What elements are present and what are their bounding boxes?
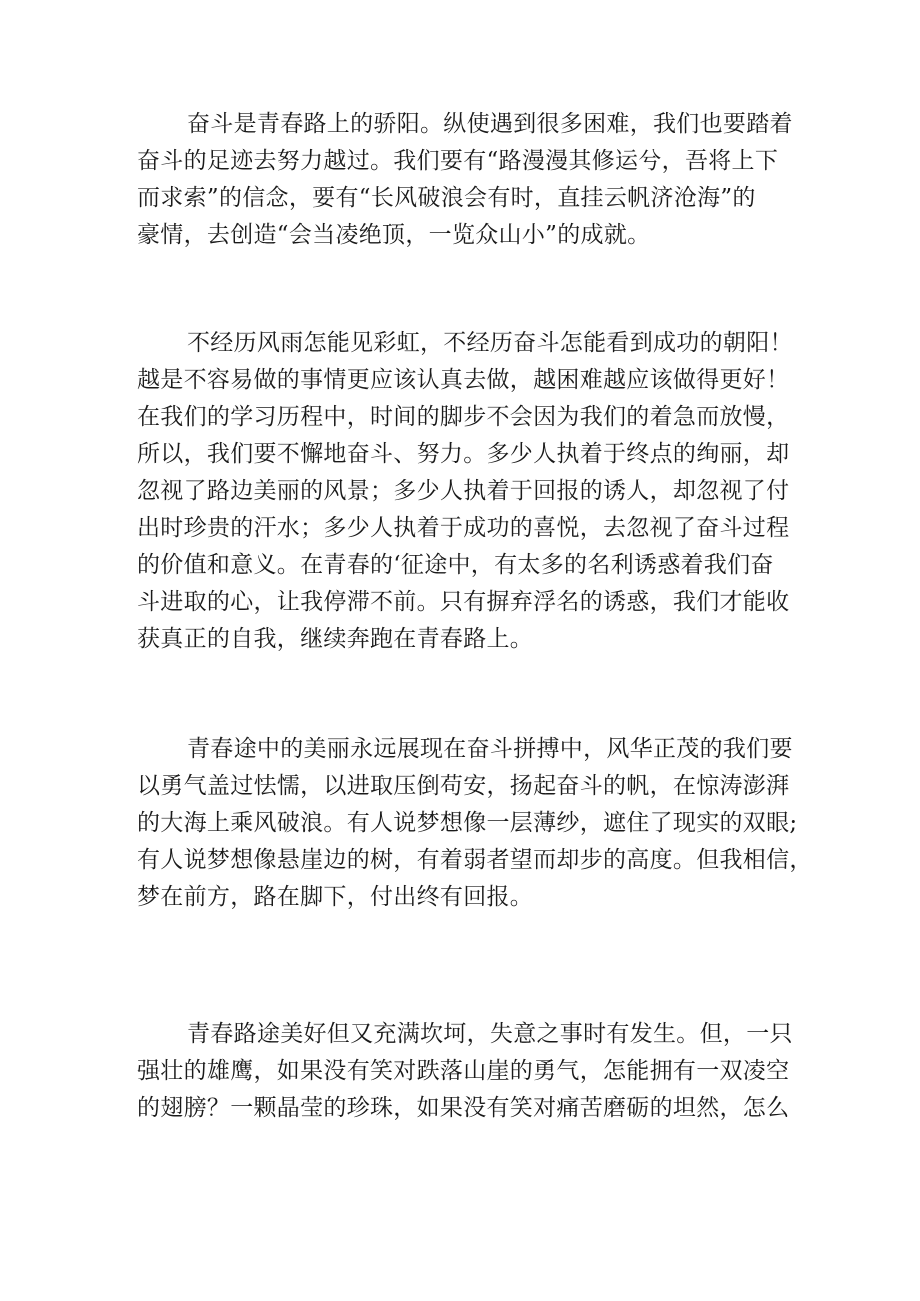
text-line: 越是不容易做的事情更应该认真去做，越困难越应该做得更好！ <box>137 367 790 393</box>
text-line: 斗进取的心，让我停滞不前。只有摒弃浮名的诱惑，我们才能收 <box>137 589 790 615</box>
text-line: 的价值和意义。在青春的‘征途中，有太多的名利诱惑着我们奋 <box>137 552 774 578</box>
text-line: 梦在前方，路在脚下，付出终有回报。 <box>137 884 534 910</box>
text-line: 奋斗是青春路上的骄阳。纵使遇到很多困难，我们也要踏着 <box>187 111 793 137</box>
text-line: 所以，我们要不懈地奋斗、努力。多少人执着于终点的绚丽，却 <box>137 441 790 467</box>
text-line: 而求索”的信念，要有“长风破浪会有时，直挂云帆济沧海”的 <box>137 185 756 211</box>
text-line: 奋斗的足迹去努力越过。我们要有“路漫漫其修运兮，吾将上下 <box>137 148 779 174</box>
paragraph-3 <box>137 731 813 916</box>
text-line: 以勇气盖过怯懦，以进取压倒苟安，扬起奋斗的帆，在惊涛澎湃 <box>137 773 790 799</box>
text-line: 强壮的雄鹰，如果没有笑对跌落山崖的勇气，怎能拥有一双凌空 <box>137 1058 790 1084</box>
text-line: 豪情，去创造“会当凌绝顶，一览众山小”的成就。 <box>137 222 651 248</box>
paragraph-1 <box>137 106 793 254</box>
text-line: 有人说梦想像悬崖边的树，有着弱者望而却步的高度。但我相信， <box>137 847 813 873</box>
text-line: 的翅膀？一颗晶莹的珍珠，如果没有笑对痛苦磨砺的坦然，怎么 <box>137 1095 790 1121</box>
text-line: 青春途中的美丽永远展现在奋斗拼搏中，风华正茂的我们要 <box>187 736 793 762</box>
text-line: 不经历风雨怎能见彩虹，不经历奋斗怎能看到成功的朝阳！ <box>187 330 793 356</box>
text-line: 在我们的学习历程中，时间的脚步不会因为我们的着急而放慢， <box>137 404 790 430</box>
text-line: 忽视了路边美丽的风景；多少人执着于回报的诱人，却忽视了付 <box>137 478 790 504</box>
text-line: 获真正的自我，继续奔跑在青春路上。 <box>137 626 534 652</box>
text-line: 青春路途美好但又充满坎坷，失意之事时有发生。但，一只 <box>187 1021 793 1047</box>
text-line: 的大海上乘风破浪。有人说梦想像一层薄纱，遮住了现实的双眼; <box>137 810 798 836</box>
paragraph-2 <box>137 325 793 658</box>
text-line: 出时珍贵的汗水；多少人执着于成功的喜悦，去忽视了奋斗过程 <box>137 515 790 541</box>
paragraph-4 <box>137 1016 793 1127</box>
